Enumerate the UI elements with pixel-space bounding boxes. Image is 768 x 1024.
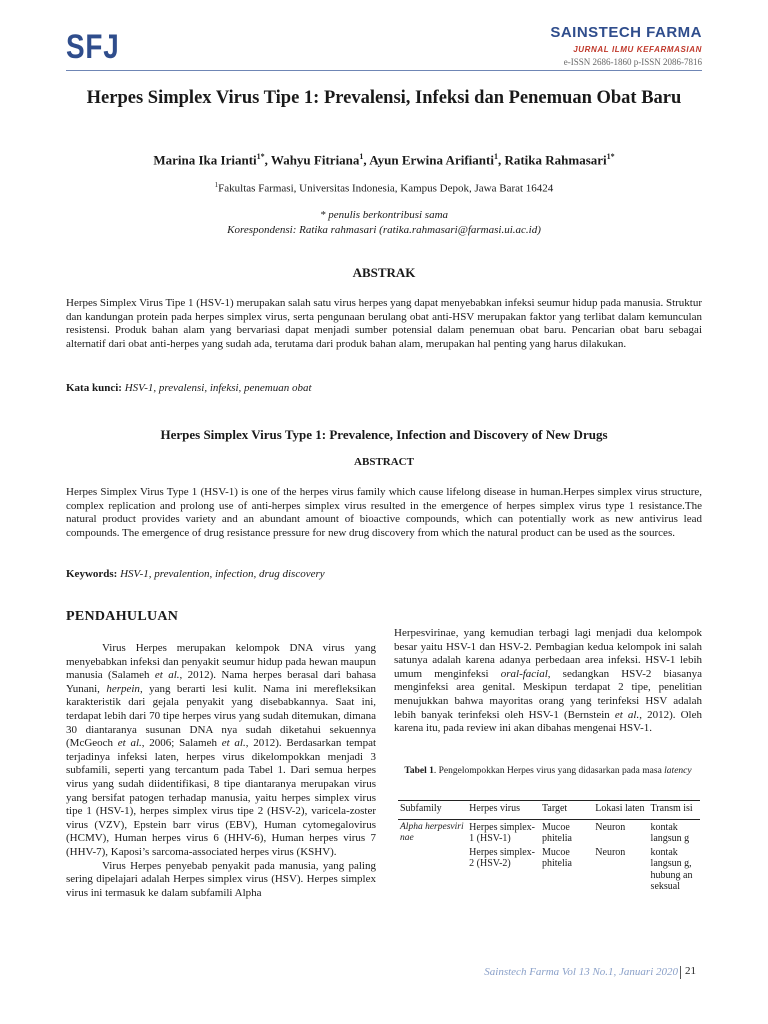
abstract-body: Herpes Simplex Virus Type 1 (HSV-1) is one of the herpes virus family which cause lifelong disease in human.Herpes simplex virus structure, complex replication and prolong use of anti-herpes simplex virus resulted in the emergence of herpes simplex virus type 1 resistance.The natural product provides variety and an abundant amount of bioactive compounds, which can potentially work as new antivirus lead compounds. The emergence of drug resistance pressure for new drug discovery from which the natural product can be used as the sources.: [66, 486, 702, 539]
kata-kunci-values: HSV-1, prevalensi, infeksi, penemuan obat: [124, 382, 312, 394]
table-cell: Neuron: [595, 821, 626, 833]
keywords-values: HSV-1, prevalention, infection, drug discovery: [120, 568, 325, 580]
issn-line: e-ISSN 2686-1860 p-ISSN 2086-7816: [563, 57, 702, 67]
author-name: Wahyu Fitriana: [270, 152, 360, 168]
left-column: [66, 642, 376, 900]
abstrak-body: Herpes Simplex Virus Tipe 1 (HSV-1) merupakan salah satu virus herpes yang dapat menyebabkan infeksi seumur hidup pada manusia. Struktur dan kandungan protein pada herpes simplex virus, serta pengunaan berulang obat anti-HSV merupakan faktor yang terlibat dalam kemunculan resistensi. Produk bahan alam yang bervariasi dapat menjadi sumber potensial dalam penemuan obat baru. Pencarian obat baru sebagai alternatif dari obat anti-herpes yang sudah ada, terutama dari produk bahan alam, merupakan hal penting yang harus dilakukan.: [66, 297, 703, 350]
text-run: Herpesvirinae, yang kemudian terbagi lagi menjadi dua kelompok besar yaitu HSV-1 dan HSV-2. Pembagian kedua kelompok ini salah satunya adalah karena adanya perbedaan area infeksi. HSV-1 lebih umum menginfeksi: [394, 627, 702, 680]
author-name: Marina Ika Irianti: [153, 152, 257, 168]
table-header-cell: Transm isi: [650, 803, 693, 814]
table-caption: [394, 765, 702, 777]
table-row: [398, 819, 700, 845]
table-caption-text: . Pengelompokkan Herpes virus yang didasarkan pada masa: [433, 766, 665, 776]
header-divider: [66, 70, 702, 71]
italic-run: oral-facial: [500, 667, 548, 680]
author-sup: 1: [493, 152, 498, 161]
journal-logo: SFJ: [66, 28, 120, 66]
keywords-label: Keywords:: [66, 568, 118, 580]
author-sup: 1: [359, 152, 364, 161]
table-header-cell: Target: [541, 803, 568, 814]
table-cell: kontak langsun g: [650, 821, 690, 844]
article-title: Herpes Simplex Virus Tipe 1: Prevalensi, Infeksi dan Penemuan Obat Baru: [86, 88, 682, 108]
footer-separator: [680, 966, 681, 979]
italic-run: et al.: [117, 737, 142, 750]
herpes-table: [398, 800, 700, 893]
text-run: , 2012). Oleh karena itu, pada review ini akan dibahas mengenai HSV-1.: [394, 708, 702, 735]
table-cell: Neuron: [595, 846, 626, 858]
footer-citation: Sainstech Farma Vol 13 No.1, Januari 2020: [484, 966, 678, 978]
table-cell: Mucoe phitelia: [541, 821, 572, 844]
right-column: [394, 627, 702, 736]
table-cell: kontak langsun g, hubung an seksual: [650, 846, 693, 892]
table-caption-label: Tabel 1: [404, 766, 434, 776]
italic-run: et al.: [154, 669, 180, 682]
author-name: Ayun Erwina Arifianti: [369, 152, 494, 168]
table-cell: Herpes simplex- 1 (HSV-1): [469, 821, 535, 844]
table-caption-italic: latency: [664, 766, 692, 776]
italic-run: et al.: [614, 708, 640, 721]
paragraph: [66, 642, 376, 860]
affiliation: [66, 181, 702, 195]
text-run: , 2006; Salameh: [141, 737, 222, 750]
author-sup: 1*: [606, 152, 615, 161]
text-run: Virus Herpes merupakan kelompok DNA virus yang menyebabkan infeksi dan penyakit seumur hidup pada hewan maupun manusia (Salameh: [66, 642, 376, 682]
table-cell: Herpes simplex-2 (HSV-2): [469, 846, 535, 869]
author-sup: 1*: [256, 152, 265, 161]
table-cell: Mucoe phitelia: [541, 846, 572, 869]
paragraph: Virus Herpes penyebab penyakit pada manusia, yang paling sering dipelajari adalah Herpes simplex virus (HSV). Herpes simplex virus ini termasuk ke dalam subfamili Alpha: [66, 859, 376, 899]
table-header-cell: Subfamily: [400, 803, 442, 814]
table-cell-subfamily: Alpha herpesviri nae: [400, 821, 464, 843]
kata-kunci-label: Kata kunci:: [66, 382, 122, 394]
keywords: [66, 568, 702, 580]
page-number: 21: [685, 965, 696, 977]
author-name: Ratika Rahmasari: [504, 152, 607, 168]
affiliation-text: Fakultas Farmasi, Universitas Indonesia, Kampus Depok, Jawa Barat 16424: [218, 182, 554, 195]
table-header-cell: Lokasi laten: [595, 803, 645, 814]
section-heading: PENDAHULUAN: [66, 609, 179, 624]
paragraph: [394, 627, 702, 736]
affiliation-sup: 1: [214, 181, 219, 189]
author-list: Marina Ika Irianti$^{1*}$, Wahyu Fitriana$^1$, Ayun Erwina Arifianti$^1$, Ratika Rahmasari$^{1*}$: [153, 152, 615, 168]
text-run: , sedangkan HSV-2 biasanya menginfeksi area genital. Meskipun terdapat 2 tipe, penelitian menujukkan bahwa mayoritas orang yang terinfeksi HSV adalah lebih banyak terinfeksi oleh HSV-1 (Bernstein: [394, 667, 702, 721]
text-run: , 2012). Nama herpes berasal dari bahasa Yunani,: [66, 669, 376, 695]
table-header-cell: Herpes virus: [469, 803, 520, 814]
correspondence-note: Korespondensi: Ratika rahmasari (ratika.rahmasari@farmasi.ui.ac.id): [227, 224, 541, 236]
abstrak-heading: ABSTRAK: [352, 265, 416, 280]
journal-subtitle: JURNAL ILMU KEFARMASIAN: [573, 45, 702, 54]
contribution-note: * penulis berkontribusi sama: [319, 209, 449, 221]
journal-name: SAINSTECH FARMA: [550, 24, 702, 41]
italic-run: herpein: [106, 682, 140, 695]
kata-kunci: [66, 382, 702, 394]
english-title: Herpes Simplex Virus Type 1: Prevalence, Infection and Discovery of New Drugs: [160, 427, 608, 442]
text-run: , 2012). Berdasarkan tempat terjadinya infeksi laten, herpes virus dikelompokkan menjadi 3 subfamili, seperti yang tercantum pada Tabel 1. Dari semua herpes virus yang sudah diidentifikasi, 8 tipe diantaranya merupakan virus yang bersifat patogen terhadap manusia, yaitu herpes simplex virus tipe 1 (HSV-1), herpes simplex virus tipe 2 (HSV-2), varicela-zoster virus (VZV), Epstein barr virus (EBV), Human cytomegalovirus (HCMV), Human herpes virus 6 (HHV-6), Human herpes virus 7 (HHV-7), Kaposi’s sarcoma-associated herpes virus (KSHV).: [66, 737, 377, 858]
abstract-heading: ABSTRACT: [354, 456, 414, 468]
text-run: , yang berarti lesi kulit. Nama ini merefleksikan karakteristik dari gejala penyakit yang disebabkannya. Saat ini, terdapat lebih dari 70 tipe herpes virus yang sudah ditemukan, dimana 30 diantaranya susunan DNA nya sudah diketahui sekuennya (McGeoch: [66, 682, 376, 750]
table-header-row: [398, 801, 700, 820]
italic-run: et al.: [221, 737, 246, 750]
